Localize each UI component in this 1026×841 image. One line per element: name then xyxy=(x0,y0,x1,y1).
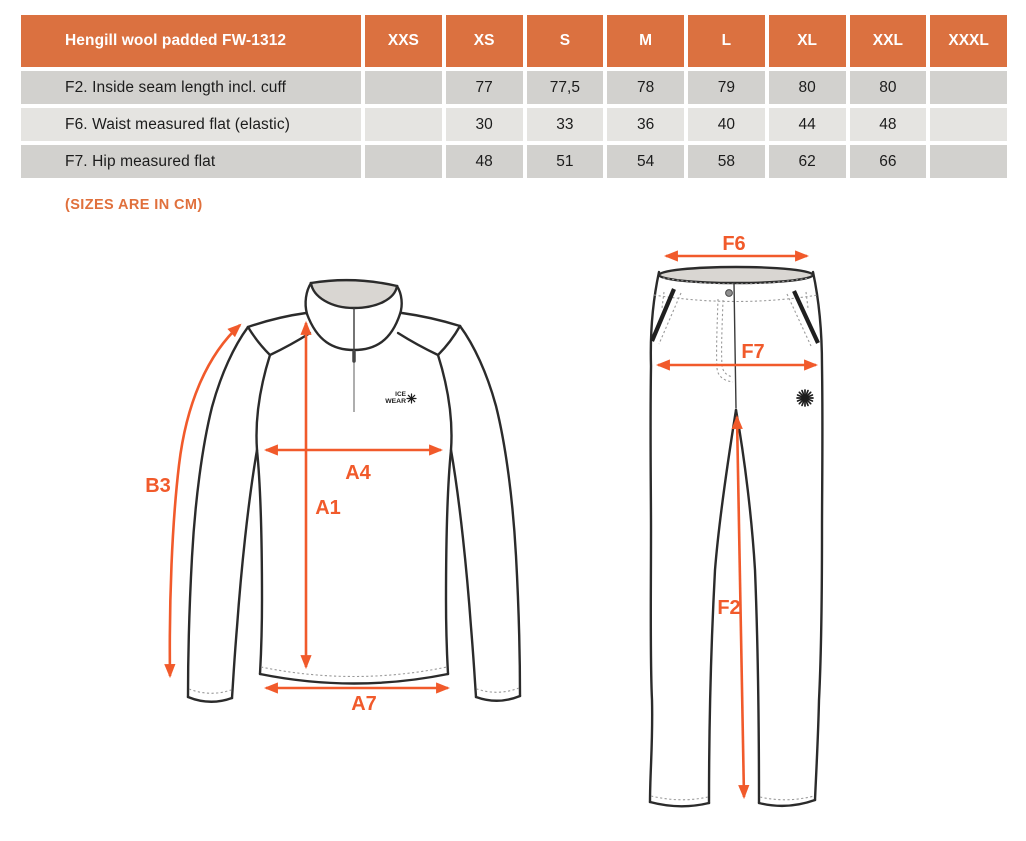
fly-stitching xyxy=(717,299,733,382)
f6-label: F6 xyxy=(722,233,746,255)
size-column-header: M xyxy=(607,15,684,67)
size-value-cell: 36 xyxy=(607,108,684,141)
b3-measurement-arrow xyxy=(170,325,240,676)
size-value-cell: 48 xyxy=(850,108,927,141)
snowflake-logo xyxy=(797,390,813,406)
size-value-cell: 80 xyxy=(769,71,846,104)
size-value-cell: 66 xyxy=(850,145,927,178)
size-value-cell: 62 xyxy=(769,145,846,178)
size-column-header: XS xyxy=(446,15,523,67)
f2-label: F2 xyxy=(717,597,741,619)
size-value-cell: 77,5 xyxy=(527,71,604,104)
pants-diagram xyxy=(650,233,822,806)
svg-text:WEAR: WEAR xyxy=(385,398,406,405)
size-value-cell: 78 xyxy=(607,71,684,104)
a7-label: A7 xyxy=(351,693,377,715)
sweater-diagram xyxy=(145,280,520,715)
size-value-cell: 58 xyxy=(688,145,765,178)
b3-label: B3 xyxy=(145,475,171,497)
table-title: Hengill wool padded FW-1312 xyxy=(21,15,361,67)
waist-button xyxy=(726,290,733,297)
svg-text:ICE: ICE xyxy=(395,391,406,398)
size-column-header: XXL xyxy=(850,15,927,67)
row-label: F7. Hip measured flat xyxy=(21,145,361,178)
snowflake-icon xyxy=(407,394,416,403)
right-pocket-welt xyxy=(794,291,818,343)
size-value-cell: 54 xyxy=(607,145,684,178)
size-value-cell: 80 xyxy=(850,71,927,104)
size-column-header: XXXL xyxy=(930,15,1007,67)
size-column-header: L xyxy=(688,15,765,67)
units-note: (SIZES ARE IN CM) xyxy=(65,197,203,213)
f7-label: F7 xyxy=(741,341,765,363)
size-value-cell: 33 xyxy=(527,108,604,141)
size-value-cell: 40 xyxy=(688,108,765,141)
size-value-cell: 51 xyxy=(527,145,604,178)
size-column-header: XXS xyxy=(365,15,442,67)
collar-inner xyxy=(311,280,397,308)
a1-label: A1 xyxy=(315,497,341,519)
size-column-header: XL xyxy=(769,15,846,67)
size-value-cell: 44 xyxy=(769,108,846,141)
size-value-cell: 79 xyxy=(688,71,765,104)
row-label: F2. Inside seam length incl. cuff xyxy=(21,71,361,104)
size-column-header: S xyxy=(527,15,604,67)
a4-label: A4 xyxy=(345,462,371,484)
row-label: F6. Waist measured flat (elastic) xyxy=(21,108,361,141)
size-value-cell: 30 xyxy=(446,108,523,141)
size-value-cell: 48 xyxy=(446,145,523,178)
icewear-logo xyxy=(385,391,416,405)
size-value-cell: 77 xyxy=(446,71,523,104)
